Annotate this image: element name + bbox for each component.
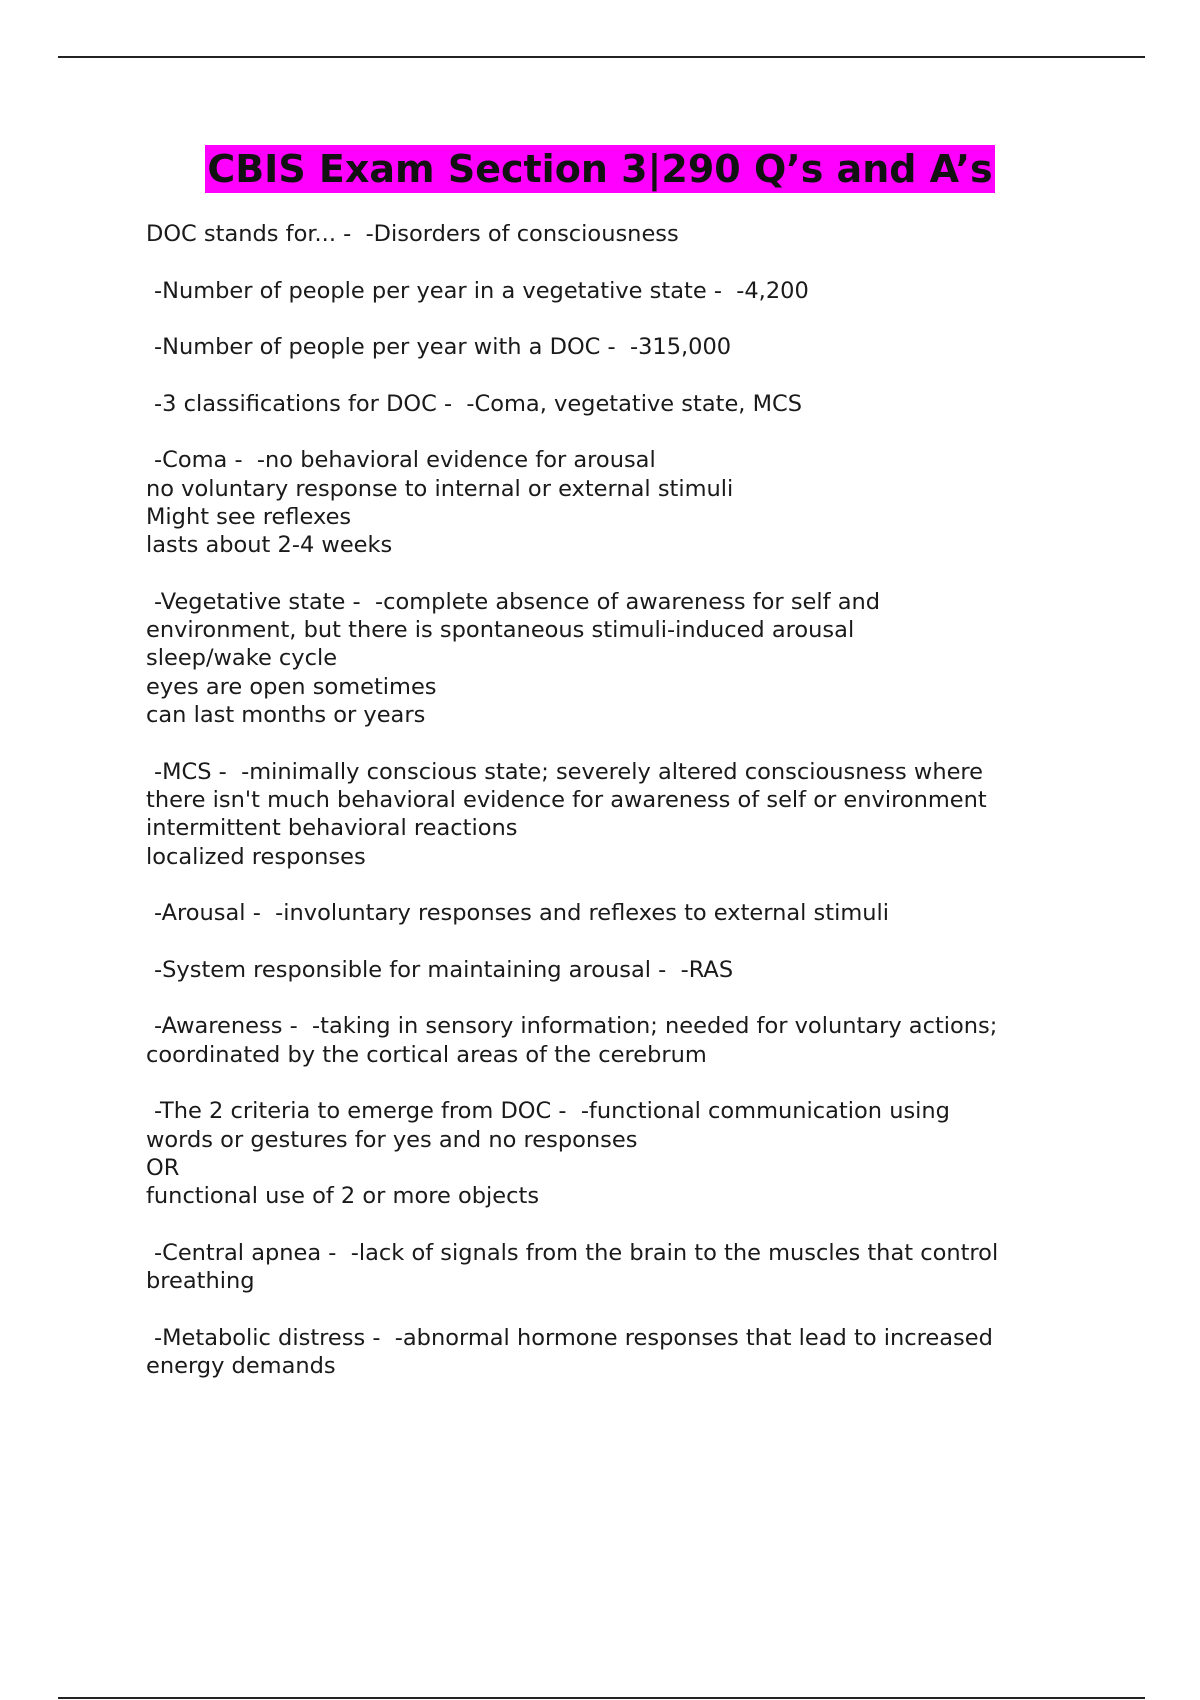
question-text: -Awareness -: [154, 1013, 305, 1040]
answer-line: coordinated by the cortical areas of the cerebrum: [146, 1041, 707, 1068]
qa-first-line: [146, 446, 1086, 474]
qa-first-line: [146, 1324, 1086, 1352]
answer-text: -315,000: [629, 334, 732, 361]
qa-first-line: [146, 277, 1086, 305]
question-text: -Arousal -: [154, 900, 268, 927]
answer-text: -Disorders of consciousness: [365, 221, 679, 247]
answer-line: functional use of 2 or more objects: [146, 1183, 540, 1210]
question-text: -Coma -: [154, 447, 250, 474]
answer-text: -minimally conscious state; severely altered consciousness where: [241, 758, 984, 785]
qa-entry: [146, 1239, 1086, 1296]
answer-text: -taking in sensory information; needed for voluntary actions;: [312, 1013, 998, 1040]
answer-text: -lack of signals from the brain to the muscles that control: [350, 1239, 999, 1266]
answer-line: lasts about 2-4 weeks: [146, 532, 393, 559]
question-text: -3 classifications for DOC -: [154, 390, 460, 417]
bottom-rule: [58, 1697, 1145, 1699]
document-title: CBIS Exam Section 3|290 Q’s and A’s: [207, 147, 993, 191]
qa-entry: [146, 390, 1086, 418]
title-container: [0, 145, 1200, 193]
qa-entry: [146, 758, 1086, 871]
answer-line: breathing: [146, 1267, 255, 1294]
qa-entry: [146, 277, 1086, 305]
qa-entry: [146, 899, 1086, 927]
qa-first-line: [146, 1097, 1086, 1125]
answer-text: -no behavioral evidence for arousal: [256, 447, 656, 474]
answer-line: OR: [146, 1154, 180, 1181]
qa-first-line: [146, 333, 1086, 361]
qa-entry: [146, 1012, 1086, 1069]
question-text: -Central apnea -: [154, 1239, 344, 1266]
answer-text: -RAS: [680, 956, 734, 983]
answer-line: no voluntary response to internal or external stimuli: [146, 475, 734, 502]
question-text: -System responsible for maintaining arousal -: [154, 956, 674, 983]
qa-entry: [146, 333, 1086, 361]
answer-text: -involuntary responses and reflexes to external stimuli: [275, 900, 890, 927]
qa-entry: [146, 956, 1086, 984]
qa-entry: [146, 446, 1086, 559]
answer-text: -Coma, vegetative state, MCS: [466, 390, 803, 417]
answer-line: can last months or years: [146, 702, 426, 729]
qa-first-line: [146, 956, 1086, 984]
qa-first-line: [146, 390, 1086, 418]
question-text: -The 2 criteria to emerge from DOC -: [154, 1098, 574, 1125]
qa-first-line: [146, 758, 1086, 786]
question-text: -MCS -: [154, 758, 234, 785]
answer-line: energy demands: [146, 1352, 336, 1379]
qa-list: [146, 220, 1086, 1408]
answer-line: words or gestures for yes and no responses: [146, 1126, 638, 1153]
question-text: -Vegetative state -: [154, 588, 368, 615]
answer-text: -functional communication using: [580, 1098, 950, 1125]
answer-line: Might see reflexes: [146, 503, 352, 530]
qa-entry: [146, 1324, 1086, 1381]
answer-text: -4,200: [736, 277, 809, 304]
qa-first-line: [146, 1239, 1086, 1267]
qa-entry: [146, 1097, 1086, 1210]
qa-entry: [146, 220, 1086, 248]
answer-line: sleep/wake cycle: [146, 645, 338, 672]
question-text: -Metabolic distress -: [154, 1324, 388, 1351]
qa-first-line: [146, 220, 1086, 248]
question-text: DOC stands for... -: [146, 221, 359, 247]
qa-first-line: [146, 1012, 1086, 1040]
answer-line: intermittent behavioral reactions: [146, 815, 518, 842]
answer-text: -abnormal hormone responses that lead to increased: [394, 1324, 993, 1351]
answer-line: eyes are open sometimes: [146, 673, 437, 700]
answer-line: there isn't much behavioral evidence for awareness of self or environment: [146, 786, 987, 813]
question-text: -Number of people per year with a DOC -: [154, 334, 623, 361]
answer-line: localized responses: [146, 843, 366, 870]
question-text: -Number of people per year in a vegetative state -: [154, 277, 730, 304]
qa-first-line: [146, 588, 1086, 616]
qa-first-line: [146, 899, 1086, 927]
answer-line: environment, but there is spontaneous stimuli-induced arousal: [146, 617, 855, 644]
answer-text: -complete absence of awareness for self and: [374, 588, 881, 615]
qa-entry: [146, 588, 1086, 729]
top-rule: [58, 56, 1145, 58]
